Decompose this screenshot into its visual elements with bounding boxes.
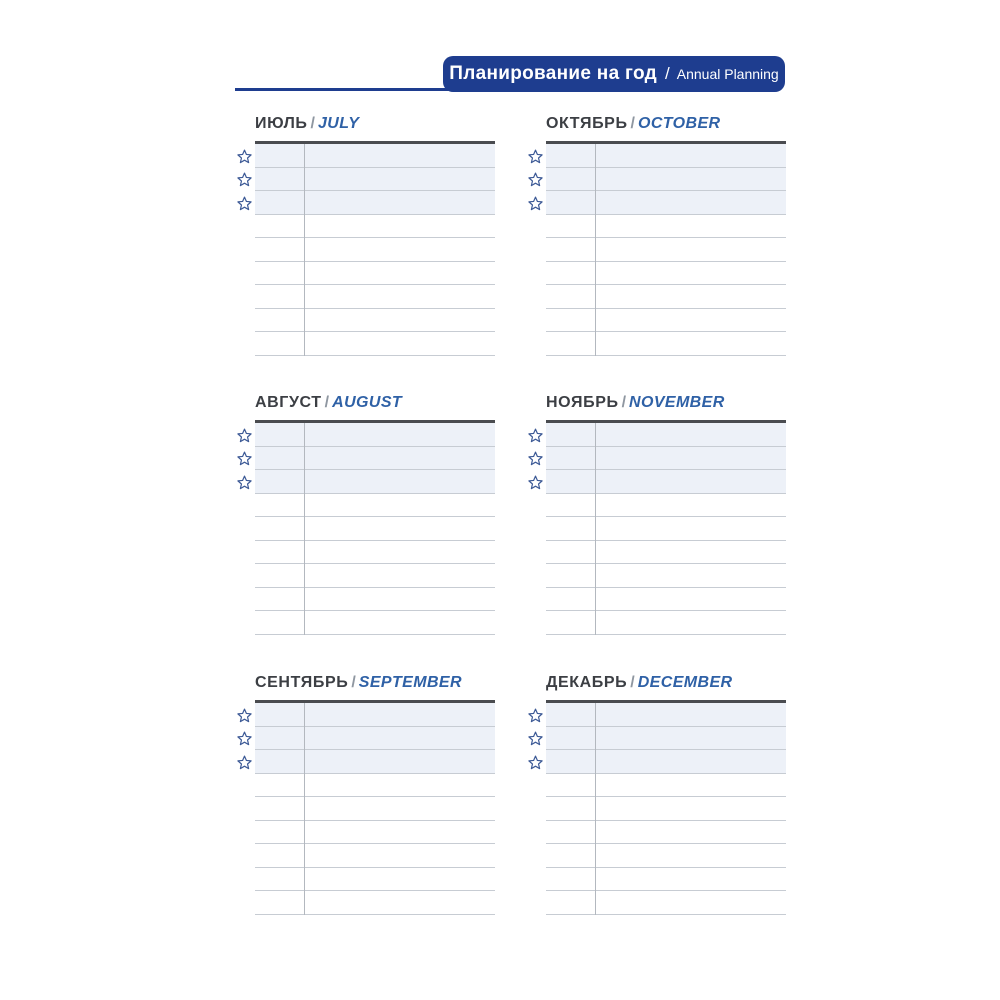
starred-priority-row: [546, 191, 786, 215]
date-column-divider: [595, 144, 596, 356]
writing-line-row: [255, 797, 495, 821]
star-outline-icon: [236, 754, 253, 771]
star-outline-icon: [527, 171, 544, 188]
starred-priority-row: [546, 750, 786, 774]
month-title-separator: /: [310, 115, 315, 132]
writing-line-row: [546, 215, 786, 239]
month-section-august: [235, 391, 495, 643]
page-title-badge: [443, 56, 785, 92]
month-name-ru: СЕНТЯБРЬ: [255, 674, 349, 691]
starred-priority-row: [255, 727, 495, 751]
writing-line-row: [546, 541, 786, 565]
starred-priority-row: [546, 703, 786, 727]
writing-line-row: [546, 309, 786, 333]
month-title: [546, 671, 786, 700]
month-section-october: [526, 112, 786, 364]
page-title-separator: /: [665, 64, 670, 83]
month-name-ru: АВГУСТ: [255, 394, 322, 411]
writing-line-row: [255, 517, 495, 541]
writing-line-row: [546, 238, 786, 262]
writing-line-row: [255, 844, 495, 868]
month-name-en: OCTOBER: [638, 115, 721, 132]
starred-priority-row: [255, 470, 495, 494]
month-name-en: SEPTEMBER: [358, 674, 462, 691]
month-planning-table: [255, 700, 495, 915]
month-title: [255, 671, 495, 700]
month-name-en: JULY: [317, 115, 360, 132]
month-title-separator: /: [351, 674, 356, 691]
writing-line-row: [546, 821, 786, 845]
month-section-september: [235, 671, 495, 923]
date-column-divider: [304, 144, 305, 356]
month-title-separator: /: [621, 394, 627, 411]
month-title-separator: /: [630, 674, 635, 691]
star-outline-icon: [236, 474, 253, 491]
starred-priority-row: [255, 750, 495, 774]
writing-line-row: [255, 774, 495, 798]
date-column-divider: [304, 423, 305, 635]
month-name-ru: ИЮЛЬ: [255, 115, 308, 132]
writing-line-row: [255, 588, 495, 612]
writing-line-row: [546, 868, 786, 892]
month-name-ru: ДЕКАБРЬ: [546, 674, 628, 691]
writing-line-row: [255, 541, 495, 565]
writing-line-row: [255, 611, 495, 635]
starred-priority-row: [546, 144, 786, 168]
month-name-en: DECEMBER: [637, 674, 733, 691]
starred-priority-row: [255, 191, 495, 215]
month-name-ru: НОЯБРЬ: [546, 394, 619, 411]
writing-line-row: [546, 588, 786, 612]
star-outline-icon: [236, 171, 253, 188]
month-name-en: AUGUST: [332, 394, 403, 411]
month-title: [546, 112, 786, 141]
starred-priority-row: [255, 447, 495, 471]
month-title: [546, 391, 786, 420]
starred-priority-row: [255, 703, 495, 727]
starred-priority-row: [546, 447, 786, 471]
starred-priority-row: [546, 168, 786, 192]
month-title-separator: /: [630, 115, 635, 132]
star-outline-icon: [527, 148, 544, 165]
month-name-ru: ОКТЯБРЬ: [546, 115, 628, 132]
writing-line-row: [546, 285, 786, 309]
header-underline: [235, 88, 450, 91]
writing-line-row: [546, 262, 786, 286]
month-planning-table: [546, 141, 786, 356]
star-outline-icon: [236, 148, 253, 165]
month-planning-table: [546, 420, 786, 635]
starred-priority-row: [255, 168, 495, 192]
star-outline-icon: [527, 754, 544, 771]
date-column-divider: [595, 423, 596, 635]
writing-line-row: [546, 564, 786, 588]
star-outline-icon: [236, 730, 253, 747]
month-title: [255, 112, 495, 141]
writing-line-row: [546, 844, 786, 868]
writing-line-row: [255, 891, 495, 915]
month-planning-table: [546, 700, 786, 915]
star-outline-icon: [527, 195, 544, 212]
month-planning-table: [255, 141, 495, 356]
star-outline-icon: [236, 707, 253, 724]
date-column-divider: [595, 703, 596, 915]
page-title-ru: Планирование на год: [449, 63, 658, 84]
month-planning-table: [255, 420, 495, 635]
writing-line-row: [546, 797, 786, 821]
writing-line-row: [255, 332, 495, 356]
writing-line-row: [546, 332, 786, 356]
writing-line-row: [255, 262, 495, 286]
writing-line-row: [255, 309, 495, 333]
writing-line-row: [546, 891, 786, 915]
starred-priority-row: [255, 144, 495, 168]
starred-priority-row: [546, 470, 786, 494]
writing-line-row: [255, 868, 495, 892]
star-outline-icon: [527, 450, 544, 467]
star-outline-icon: [527, 707, 544, 724]
month-title: [255, 391, 495, 420]
month-title-separator: /: [324, 394, 330, 411]
writing-line-row: [255, 238, 495, 262]
month-name-en: NOVEMBER: [629, 394, 725, 411]
writing-line-row: [546, 774, 786, 798]
writing-line-row: [546, 494, 786, 518]
star-outline-icon: [236, 450, 253, 467]
star-outline-icon: [236, 427, 253, 444]
starred-priority-row: [255, 423, 495, 447]
star-outline-icon: [527, 474, 544, 491]
month-section-july: [235, 112, 495, 364]
star-outline-icon: [236, 195, 253, 212]
writing-line-row: [255, 564, 495, 588]
star-outline-icon: [527, 730, 544, 747]
writing-line-row: [255, 821, 495, 845]
writing-line-row: [255, 215, 495, 239]
page-title-en: Annual Planning: [676, 66, 779, 82]
date-column-divider: [304, 703, 305, 915]
month-section-december: [526, 671, 786, 923]
month-section-november: [526, 391, 786, 643]
star-outline-icon: [527, 427, 544, 444]
writing-line-row: [546, 611, 786, 635]
writing-line-row: [255, 494, 495, 518]
starred-priority-row: [546, 727, 786, 751]
starred-priority-row: [546, 423, 786, 447]
writing-line-row: [255, 285, 495, 309]
writing-line-row: [546, 517, 786, 541]
